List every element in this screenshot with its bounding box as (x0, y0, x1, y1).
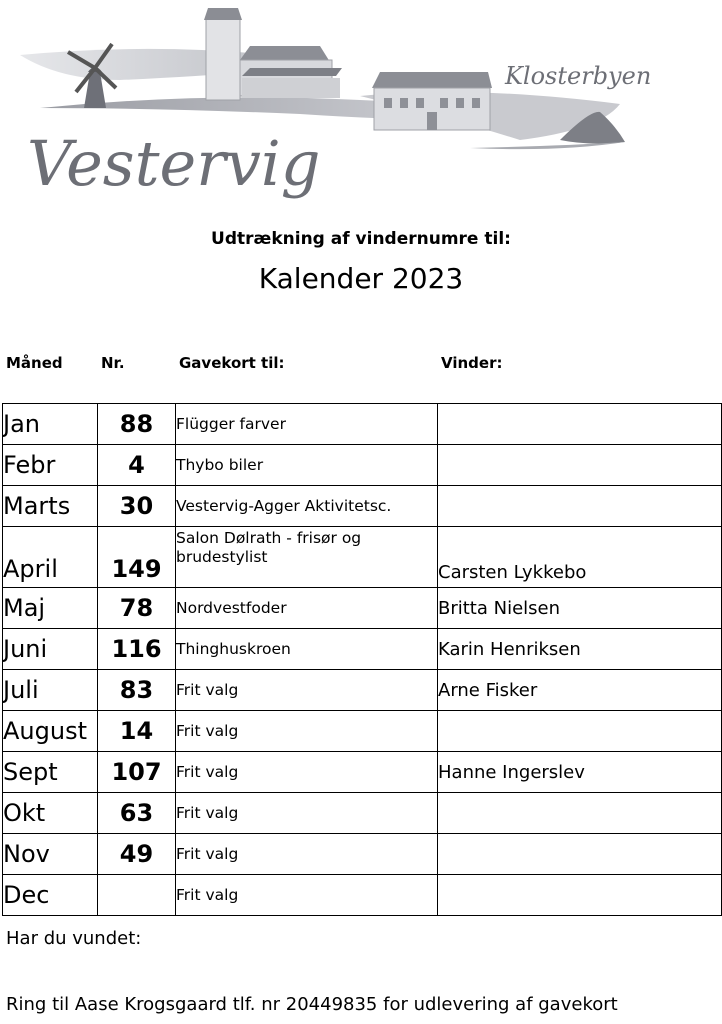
document-title: Kalender 2023 (258, 262, 464, 295)
gift-cell: Frit valg (176, 752, 438, 793)
gift-cell: Thybo biler (176, 445, 438, 486)
month-cell: Febr (3, 445, 98, 486)
month-cell: Jan (3, 404, 98, 445)
month-cell: Marts (3, 486, 98, 527)
winner-cell (438, 711, 722, 752)
gift-cell: Thinghuskroen (176, 629, 438, 670)
table-row (3, 588, 722, 629)
table-row (3, 404, 722, 445)
table-row (3, 711, 722, 752)
church-icon (204, 8, 342, 100)
table-row (3, 445, 722, 486)
winner-cell: Hanne Ingerslev (438, 752, 722, 793)
gift-cell: Nordvestfoder (176, 588, 438, 629)
number-cell: 116 (98, 629, 176, 670)
gift-cell: Flügger farver (176, 404, 438, 445)
month-cell: Juni (3, 629, 98, 670)
month-cell: Dec (3, 875, 98, 916)
winner-cell (438, 875, 722, 916)
header-nr: Nr. (101, 354, 125, 372)
month-cell: Sept (3, 752, 98, 793)
footer-contact: Ring til Aase Krogsgaard tlf. nr 20449835 for udlevering af gavekort (6, 994, 618, 1015)
number-cell (98, 875, 176, 916)
winner-cell: Carsten Lykkebo (438, 527, 722, 588)
winner-cell: Britta Nielsen (438, 588, 722, 629)
vestervig-logo (0, 0, 722, 215)
table-row (3, 875, 722, 916)
number-cell: 88 (98, 404, 176, 445)
table-row (3, 486, 722, 527)
gift-line-2: brudestylist (176, 548, 268, 566)
number-cell: 78 (98, 588, 176, 629)
header-month: Måned (6, 354, 63, 372)
gift-line-1: Salon Dølrath - frisør og (176, 529, 362, 547)
gift-cell (176, 527, 438, 588)
month-cell: August (3, 711, 98, 752)
number-cell: 149 (98, 527, 176, 588)
logo-tagline: Klosterbyen (505, 62, 652, 90)
footer-question: Har du vundet: (6, 928, 142, 949)
number-cell: 83 (98, 670, 176, 711)
month-cell: April (3, 527, 98, 588)
month-cell: Maj (3, 588, 98, 629)
table-row (3, 629, 722, 670)
calendar-table (2, 403, 722, 916)
number-cell: 4 (98, 445, 176, 486)
number-cell: 63 (98, 793, 176, 834)
gift-cell: Vestervig-Agger Aktivitetsc. (176, 486, 438, 527)
winner-cell (438, 834, 722, 875)
gift-cell: Frit valg (176, 711, 438, 752)
document-subtitle: Udtrækning af vindernumre til: (211, 229, 511, 249)
month-cell: Juli (3, 670, 98, 711)
winner-cell: Karin Henriksen (438, 629, 722, 670)
number-cell: 49 (98, 834, 176, 875)
gift-cell: Frit valg (176, 875, 438, 916)
gift-cell: Frit valg (176, 834, 438, 875)
winner-cell (438, 445, 722, 486)
number-cell: 14 (98, 711, 176, 752)
manor-house-icon (372, 72, 492, 130)
table-row (3, 834, 722, 875)
table-row (3, 793, 722, 834)
winner-cell (438, 404, 722, 445)
month-cell: Okt (3, 793, 98, 834)
logo-wordmark: Vestervig (27, 127, 321, 200)
table-row (3, 670, 722, 711)
table-row (3, 752, 722, 793)
winner-cell (438, 486, 722, 527)
gift-cell: Frit valg (176, 670, 438, 711)
header-gift: Gavekort til: (179, 354, 285, 372)
header-winner: Vinder: (441, 354, 503, 372)
month-cell: Nov (3, 834, 98, 875)
gift-cell: Frit valg (176, 793, 438, 834)
winner-cell: Arne Fisker (438, 670, 722, 711)
winner-cell (438, 793, 722, 834)
table-row (3, 527, 722, 588)
number-cell: 30 (98, 486, 176, 527)
number-cell: 107 (98, 752, 176, 793)
